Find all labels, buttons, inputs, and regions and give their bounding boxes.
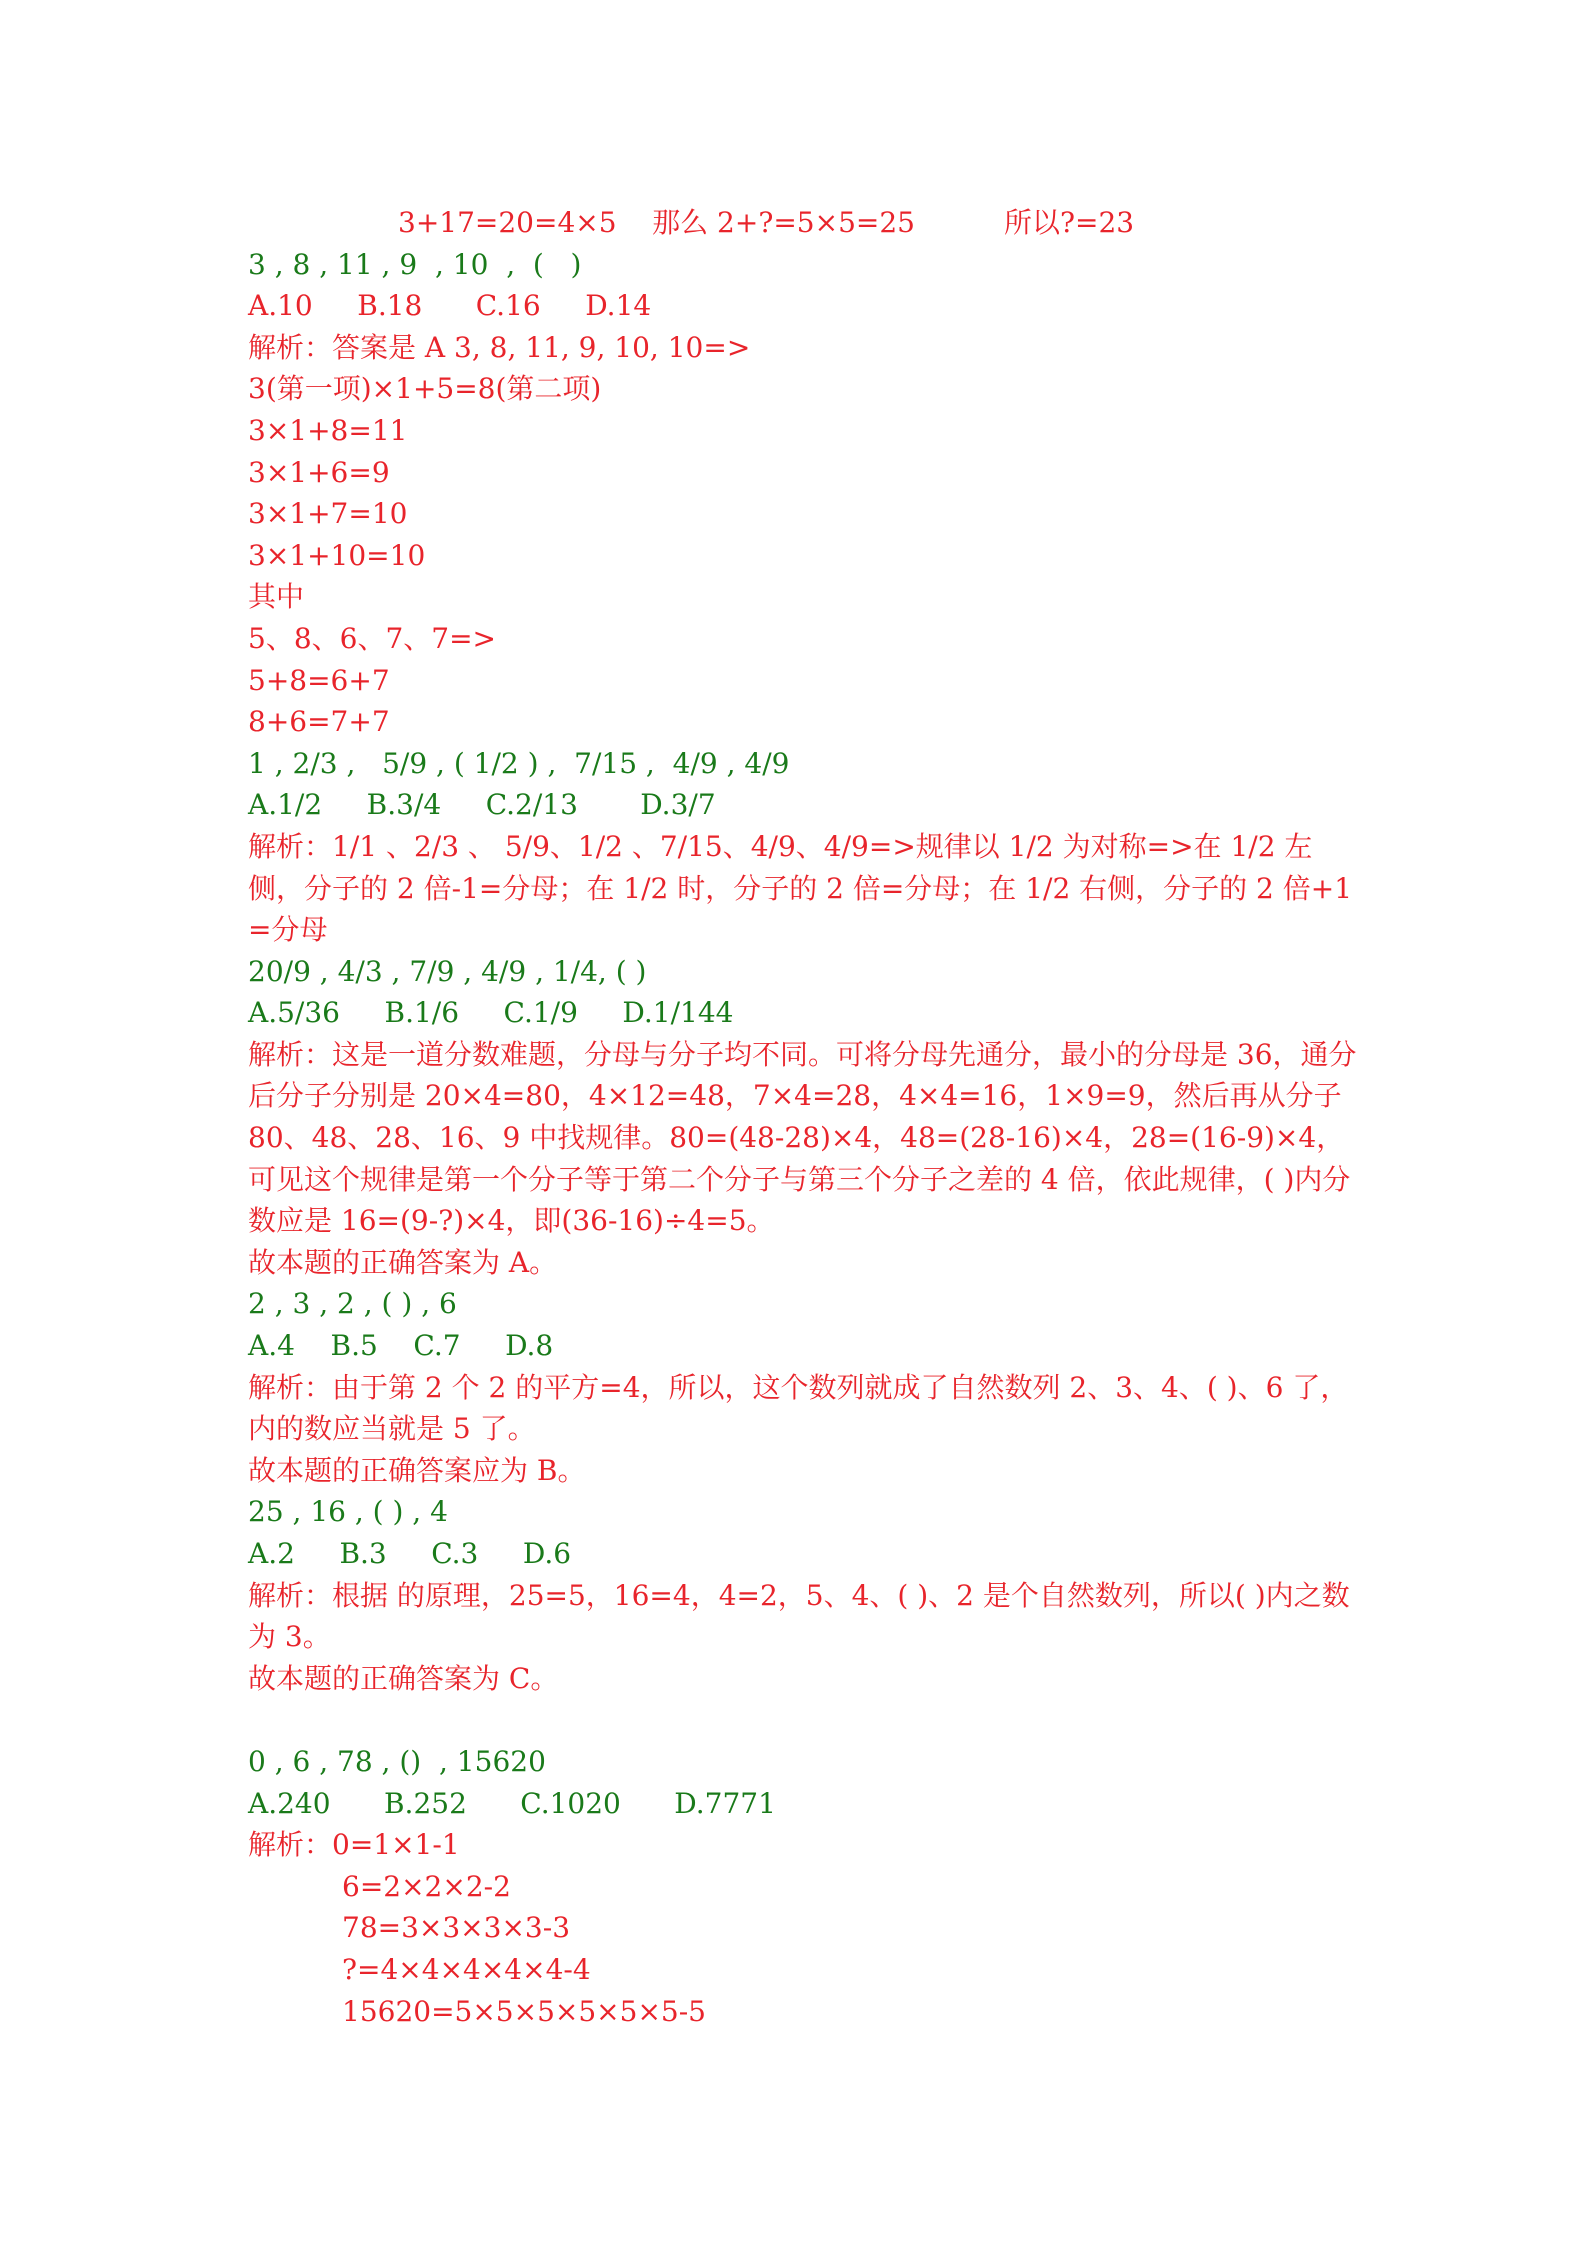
explanation-line: 15620=5×5×5×5×5×5-5: [342, 1994, 706, 2028]
explanation-line: 解析：这是一道分数难题，分母与分子均不同。可将分母先通分，最小的分母是 36，通分后分子分别是 20×4=80，4×12=48，7×4=28，4×4=16，1×9=9，然后再从分子 80、48、28、16、9 中找规律。80=(48-28)×4，48=(28-16)×4，28=(16-9)×4，可见这个规律是第一个分子等于第二个分子与第三个分子之差的 4 倍，依此规律，( )内分数应是 16=(9-?)×4，即(36-16)÷4=5。: [248, 1037, 1357, 1238]
explanation-line: 6=2×2×2-2: [342, 1869, 511, 1903]
explanation-line: 3×1+6=9: [248, 455, 390, 489]
question-line: 0 , 6 , 78 , () , 15620: [248, 1744, 546, 1778]
question-line: 20/9 , 4/3 , 7/9 , 4/9 , 1/4, ( ): [248, 954, 647, 988]
question-line: 1 , 2/3 , 5/9 , ( 1/2 ) , 7/15 , 4/9 , 4/9: [248, 746, 790, 780]
explanation-line: 解析：0=1×1-1: [248, 1828, 460, 1862]
question-line: A.5/36 B.1/6 C.1/9 D.1/144: [248, 996, 734, 1030]
explanation-line: 5、8、6、7、7=>: [248, 621, 496, 655]
explanation-line: 故本题的正确答案应为 B。: [248, 1453, 586, 1487]
explanation-line: 解析：1/1 、2/3 、 5/9、1/2 、7/15、4/9、4/9=>规律以 1/2 为对称=>在 1/2 左侧，分子的 2 倍-1=分母；在 1/2 时，分子的 2 倍=分母；在 1/2 右侧，分子的 2 倍+1=分母: [248, 829, 1353, 947]
explanation-line: ?=4×4×4×4×4-4: [342, 1952, 591, 1986]
question-line: 2 , 3 , 2 , ( ) , 6: [248, 1287, 457, 1321]
explanation-line: 解析：答案是 A 3, 8, 11, 9, 10, 10=>: [248, 330, 751, 364]
explanation-line: 故本题的正确答案为 A。: [248, 1245, 558, 1279]
question-line: A.1/2 B.3/4 C.2/13 D.3/7: [248, 788, 716, 822]
explanation-line: 3(第一项)×1+5=8(第二项): [248, 372, 602, 406]
explanation-line: 3×1+10=10: [248, 538, 426, 572]
blank-line: [248, 1699, 1358, 1741]
explanation-line: A.10 B.18 C.16 D.14: [248, 289, 652, 323]
explanation-line: 3+17=20=4×5 那么 2+?=5×5=25 所以?=23: [398, 206, 1135, 239]
explanation-line: 8+6=7+7: [248, 705, 390, 739]
explanation-line: 解析：根据 的原理，25=5，16=4，4=2，5、4、( )、2 是个自然数列，所以( )内之数为 3。: [248, 1578, 1350, 1654]
explanation-line: 5+8=6+7: [248, 663, 390, 697]
explanation-line: 其中: [248, 580, 305, 614]
explanation-line: 3×1+8=11: [248, 413, 408, 447]
question-line: 25 , 16 , ( ) , 4: [248, 1495, 448, 1529]
explanation-line: 解析：由于第 2 个 2 的平方=4，所以，这个数列就成了自然数列 2、3、4、( )、6 了， 内的数应当就是 5 了。: [248, 1370, 1349, 1446]
explanation-line: 故本题的正确答案为 C。: [248, 1661, 559, 1695]
question-line: A.240 B.252 C.1020 D.7771: [248, 1786, 776, 1820]
explanation-line: 78=3×3×3×3-3: [342, 1911, 571, 1945]
explanation-line: 3×1+7=10: [248, 497, 408, 531]
question-line: A.4 B.5 C.7 D.8: [248, 1329, 554, 1363]
document-content: [248, 202, 1358, 2032]
question-line: 3 , 8 , 11 , 9 , 10 , ( ): [248, 247, 582, 281]
question-line: A.2 B.3 C.3 D.6: [248, 1537, 572, 1570]
